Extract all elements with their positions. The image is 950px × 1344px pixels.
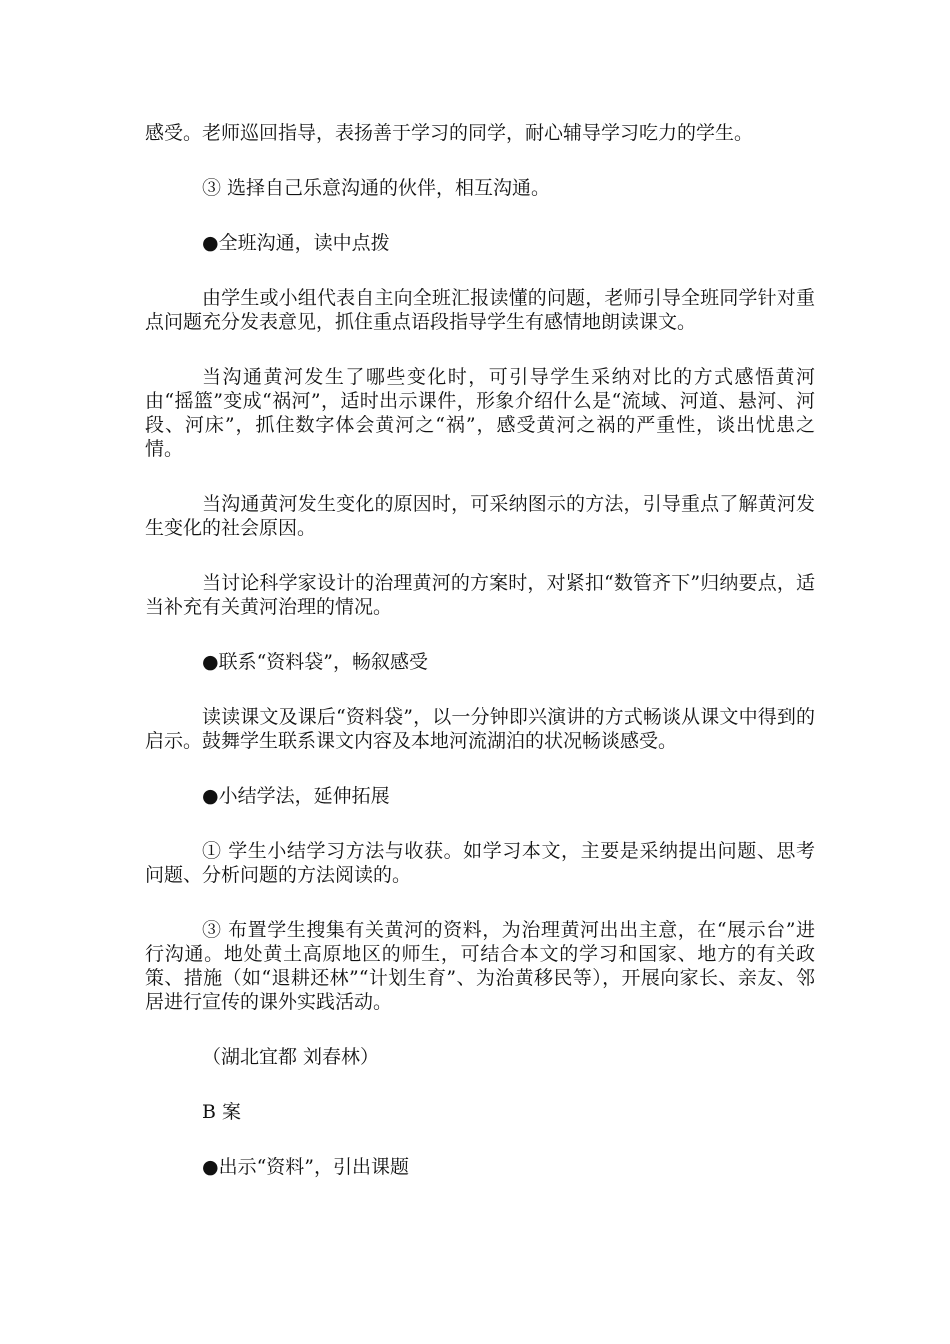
paragraph-12: ③ 布置学生搜集有关黄河的资料，为治理黄河出出主意，在“展示台”进行沟通。地处黄土高原地区的师生，可结合本文的学习和国家、地方的有关政策、措施（如“退耕还林”“计划生育”、为治黄移民等），开展向家长、亲友、邻居进行宣传的课外实践活动。 bbox=[145, 919, 815, 1013]
paragraph-11: ① 学生小结学习方法与收获。如学习本文，主要是采纳提出问题、思考问题、分析问题的方法阅读的。 bbox=[145, 840, 815, 886]
paragraph-5: 当沟通黄河发生了哪些变化时，可引导学生采纳对比的方式感悟黄河由“摇篮”变成“祸河”，适时出示课件，形象介绍什么是“流域、河道、悬河、河段、河床”，抓住数字体会黄河之“祸”，感受黄河之祸的严重性，谈出忧患之情。 bbox=[145, 366, 815, 460]
section-heading-class-communication: ●全班沟通，读中点拨 bbox=[202, 232, 390, 254]
paragraph-7: 当讨论科学家设计的治理黄河的方案时，对紧扣“数管齐下”归纳要点，适当补充有关黄河治理的情况。 bbox=[145, 572, 815, 618]
section-heading-show-resources: ●出示“资料”，引出课题 bbox=[202, 1156, 410, 1178]
section-heading-resource-bag: ●联系“资料袋”，畅叙感受 bbox=[202, 651, 429, 673]
paragraph-2: ③ 选择自己乐意沟通的伙伴，相互沟通。 bbox=[202, 177, 551, 199]
document-page bbox=[145, 121, 815, 1210]
paragraph-6: 当沟通黄河发生变化的原因时，可采纳图示的方法，引导重点了解黄河发生变化的社会原因。 bbox=[145, 493, 815, 539]
author-attribution: （湖北宜都 刘春林） bbox=[202, 1046, 380, 1068]
section-heading-summary: ●小结学法，延伸拓展 bbox=[202, 785, 390, 807]
paragraph-4: 由学生或小组代表自主向全班汇报读懂的问题，老师引导全班同学针对重点问题充分发表意见，抓住重点语段指导学生有感情地朗读课文。 bbox=[145, 287, 815, 333]
paragraph-1: 感受。老师巡回指导，表扬善于学习的同学，耐心辅导学习吃力的学生。 bbox=[145, 122, 754, 144]
plan-b-label: B 案 bbox=[202, 1101, 242, 1123]
paragraph-9: 读读课文及课后“资料袋”，以一分钟即兴演讲的方式畅谈从课文中得到的启示。鼓舞学生联系课文内容及本地河流湖泊的状况畅谈感受。 bbox=[145, 706, 815, 752]
